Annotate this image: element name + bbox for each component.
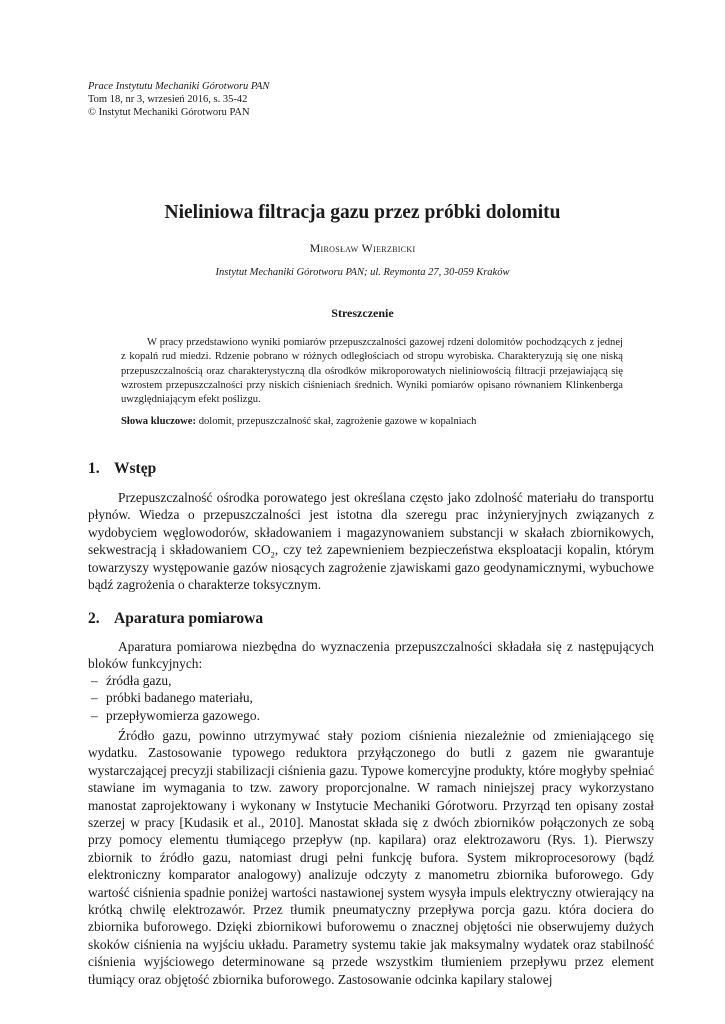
intro-paragraph — [88, 489, 654, 593]
subscript: 2 — [270, 549, 275, 560]
article-title: Nieliniowa filtracja gazu przez próbki dolomitu — [164, 202, 561, 223]
abstract-text: W pracy przedstawiono wyniki pomiarów przepuszczalności gazowej rdzeni dolomitów pochodzących z jednej z kopalń rud miedzi. Rdzenie pobrano w różnych odległościach od stropu wyrobiska. Charakteryzują się one niską przepuszczalnością oraz charakterystyczną dla ośrodków mikroporowatych nieliniowością filtracji przejawiającą się wzrostem przepuszczalności przy niskich ciśnieniach średnich. Wyniki pomiarów opisano równaniem Klinkenberga uwzględniającym efekt poślizgu. — [121, 337, 623, 406]
section-heading-intro — [88, 460, 156, 478]
functional-blocks-list — [88, 672, 260, 724]
section-heading-apparatus — [88, 610, 263, 628]
keywords — [121, 415, 623, 429]
list-marker: – — [91, 673, 98, 688]
journal-name: Prace Instytutu Mechaniki Górotworu PAN — [88, 81, 270, 92]
section-title: Wstęp — [114, 460, 157, 477]
article-author: Mirosław Wierzbicki — [309, 241, 416, 255]
journal-copyright: © Instytut Mechaniki Górotworu PAN — [88, 107, 250, 118]
list-item-text: źródła gazu, — [106, 673, 172, 688]
list-item — [88, 689, 260, 706]
paragraph-text: , czy też zapewnieniem bezpieczeństwa eksploatacji kopalin, którym towarzyszy występowanie gazów niosących zagrożenie zjawiskami gazo geodynamicznymi, wybuchowe bądź zagrożenia o charakterze toksycznym. — [88, 542, 654, 593]
keywords-label: Słowa kluczowe: — [121, 416, 197, 427]
gas-source-paragraph: Źródło gazu, powinno utrzymywać stały poziom ciśnienia niezależnie od zmieniającego się wydatku. Zastosowanie typowego reduktora przyłączonego do butli z gazem nie gwarantuje wystarczającej precyzji stabilizacji ciśnienia gazu. Typowe komercyjne produkty, które mogłyby spełniać stawiane im wymagania to tzw. zawory proporcjonalne. W ramach niniejszej pracy wykorzystano manostat zaprojektowany i wykonany w Instytucie Mechaniki Górotworu. Przyrząd ten opisany został szerzej w pracy [Kudasik et al., 2010]. Manostat składa się z dwóch zbiorników połączonych ze sobą przy pomocy elementu tłumiącego przepływ (np. kapilara) oraz elektrozaworu (Rys. 1). Pierwszy zbiornik to źródło gazu, natomiast drugi pełni funkcję bufora. System mikroprocesorowy (bądź elektroniczny komparator analogowy) analizuje odczyty z manometru zbiornika buforowego. Gdy wartość ciśnienia spadnie poniżej wartości nastawionej system wysyła impuls elektryczny otwierający na krótką chwilę elektrozawór. Przez tłumik pneumatyczny przepływa porcja gazu. która dociera do zbiornika buforowego. Dzięki zbiornikowi buforowemu o znacznej objętości nie obserwujemy dużych skoków ciśnienia na wyjściu układu. Parametry systemu takie jak maksymalny wydatek oraz stabilność ciśnienia wyjściowego determinowane są przede wszystkim tłumieniem przepływu przez element tłumiący oraz objętość zbiornika buforowego. Zastosowanie odcinka kapilary stalowej — [88, 728, 654, 987]
apparatus-intro-paragraph: Aparatura pomiarowa niezbędna do wyznaczenia przepuszczalności składała się z następujących bloków funkcyjnych: — [88, 639, 654, 672]
journal-info — [88, 80, 269, 119]
section-number: 2. — [88, 610, 100, 627]
list-item-text: przepływomierza gazowego. — [106, 707, 260, 723]
section-title: Aparatura pomiarowa — [114, 610, 264, 627]
list-item-text: próbki badanego materiału, — [106, 690, 253, 706]
list-marker: – — [91, 707, 98, 723]
list-marker: – — [91, 690, 98, 706]
list-item — [88, 672, 260, 689]
abstract-heading: Streszczenie — [331, 306, 394, 320]
list-item — [88, 707, 260, 724]
paragraph-text: Przepuszczalność ośrodka porowatego jest określana często jako zdolność materiału do transportu płynów. Wiedza o przepuszczalności jest istotna dla szeregu prac inżynieryjnych związanych z wydobyciem węglowodorów, składowaniem i magazynowaniem substancji w skałach zbiornikowych, sekwestracją i składowaniem CO — [88, 490, 654, 558]
journal-issue: Tom 18, nr 3, wrzesień 2016, s. 35-42 — [88, 94, 248, 105]
section-number: 1. — [88, 460, 100, 477]
keywords-value: dolomit, przepuszczalność skał, zagrożenie gazowe w kopalniach — [198, 416, 477, 427]
article-affiliation: Instytut Mechaniki Górotworu PAN; ul. Reymonta 27, 30-059 Kraków — [215, 267, 510, 278]
